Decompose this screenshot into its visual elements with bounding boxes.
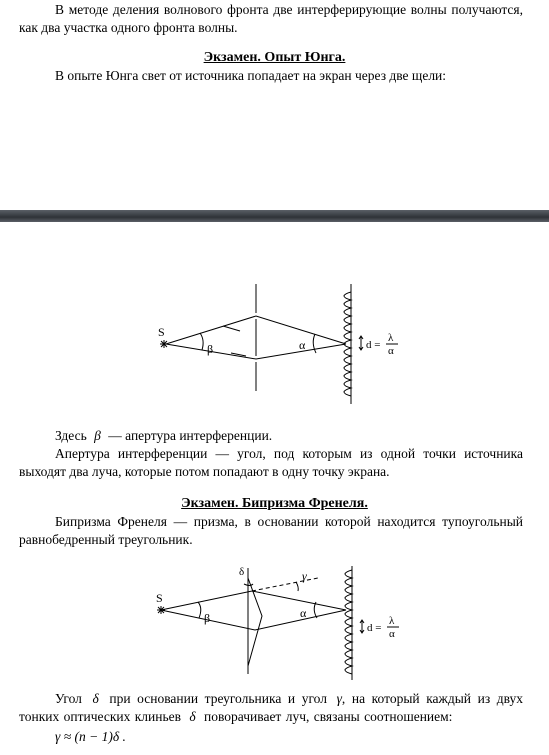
relation-part2: при основании треугольника и угол	[109, 691, 327, 706]
relation-paragraph	[19, 690, 523, 726]
young-formula-numerator: λ	[388, 332, 394, 344]
fresnel-formula-denominator: α	[389, 628, 395, 640]
fresnel-ray-extension	[252, 578, 318, 591]
fresnel-alpha-label: α	[300, 606, 307, 620]
aperture-line	[19, 427, 523, 445]
aperture-prefix: Здесь	[55, 428, 87, 443]
young-heading: Экзамен. Опыт Юнга.	[203, 50, 346, 65]
fresnel-gamma-arc	[296, 582, 298, 591]
young-alpha-arc	[313, 334, 316, 353]
relation-gamma: γ	[336, 691, 342, 706]
fresnel-ray-lower	[161, 610, 346, 630]
young-source-label: S	[158, 325, 165, 339]
relation-part3: , на который каждый из двух тонких оптических клиньев	[19, 691, 524, 724]
relation-formula-text: γ ≈ (n − 1)δ .	[55, 729, 126, 744]
fresnel-gamma-label: γ	[302, 569, 307, 583]
fresnel-beta-arc	[198, 602, 201, 618]
fresnel-heading: Экзамен. Бипризма Френеля.	[181, 496, 368, 511]
aperture-beta: β	[94, 428, 101, 443]
young-formula-lhs: d =	[366, 339, 381, 351]
fresnel-source-label: S	[156, 591, 163, 605]
relation-formula	[55, 728, 255, 746]
young-alpha-label: α	[299, 338, 306, 352]
fresnel-diagram	[0, 560, 549, 685]
page-bottom	[0, 222, 549, 755]
fresnel-definition: Бипризма Френеля — призма, в основании которой находится тупоугольный равнобедренный треугольник.	[19, 514, 523, 547]
fresnel-formula-numerator: λ	[389, 615, 395, 627]
aperture-suffix: — апертура интерференции.	[108, 428, 273, 443]
relation-delta: δ	[92, 691, 99, 706]
young-diagram	[0, 222, 549, 422]
fresnel-fringe-pattern	[345, 570, 352, 674]
young-beta-label: β	[207, 342, 214, 356]
young-beta-arc	[200, 333, 203, 350]
page-divider	[0, 210, 549, 222]
relation-part4: поворачивает луч, связаны соотношением:	[204, 709, 453, 724]
intro-paragraph: В методе деления волнового фронта две интерферирующие волны получаются, как два участка одного фронта волны.	[19, 2, 523, 35]
aperture-definition: Апертура интерференции — угол, под которым из одной точки источника выходят два луча, которые потом попадают в одну точку экрана.	[19, 446, 523, 479]
fresnel-beta-label: β	[204, 611, 211, 625]
fresnel-delta-label: δ	[239, 566, 245, 578]
relation-part1: Угол	[55, 691, 82, 706]
relation-delta2: δ	[189, 709, 196, 724]
young-formula-denominator: α	[388, 345, 394, 357]
page-top	[0, 0, 549, 212]
young-intro: В опыте Юнга свет от источника попадает на экран через две щели:	[55, 68, 447, 83]
fresnel-formula-lhs: d =	[367, 622, 382, 634]
